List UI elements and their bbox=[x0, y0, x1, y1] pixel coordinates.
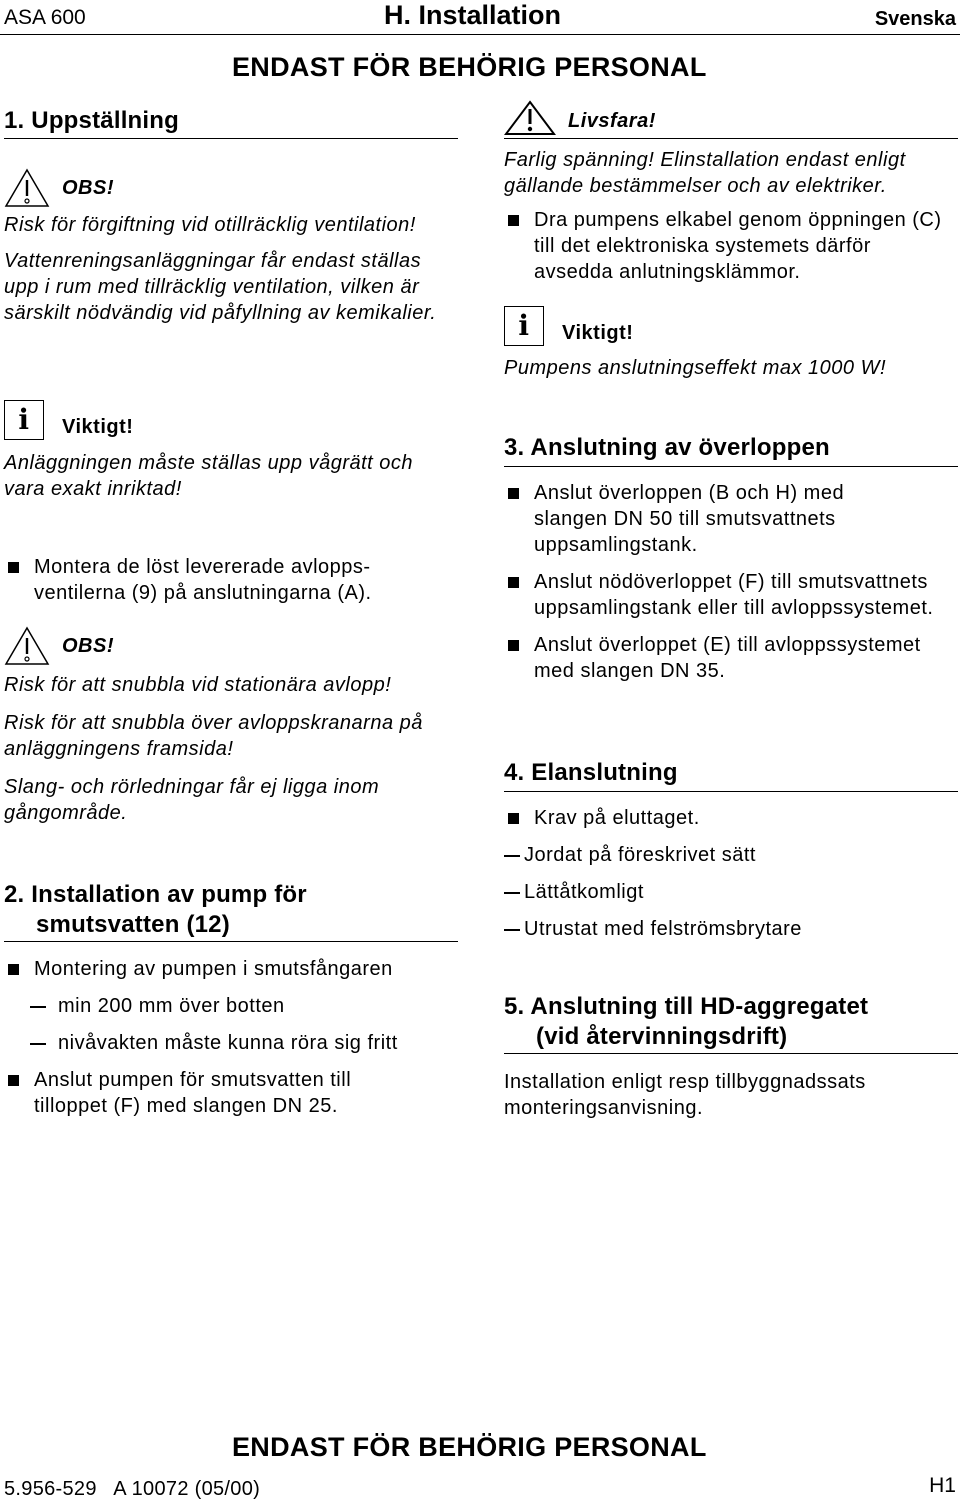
s3-bullet-1: Anslut överloppen (B och H) med slangen DN 50 till smutsvattnets uppsamlingstank. bbox=[534, 482, 845, 556]
danger-rule bbox=[504, 138, 958, 139]
section-3-title bbox=[504, 433, 830, 463]
dash-marker bbox=[30, 1043, 46, 1045]
section-2-title-line-2: smutsvatten (12) bbox=[36, 911, 230, 938]
restricted-notice-bottom: ENDAST FÖR BEHÖRIG PERSONAL bbox=[232, 1432, 707, 1462]
dash-marker bbox=[504, 892, 520, 894]
bullet-montera bbox=[4, 554, 424, 606]
info-2-text: Pumpens anslutningseffekt max 1000 W! bbox=[504, 357, 887, 379]
section-4-title bbox=[504, 758, 678, 788]
obs-1-text-1: Risk för förgiftning vid otillräcklig ventilation! bbox=[4, 214, 416, 236]
section-4-rule bbox=[504, 791, 958, 792]
header-rule bbox=[0, 34, 960, 35]
info-icon: i bbox=[504, 306, 544, 346]
bullet-elkabel-text: Dra pumpens elkabel genom öppningen (C) till det elektroniska systemets därför avsedda anlutningsklämmor. bbox=[534, 209, 942, 283]
section-5-title bbox=[504, 992, 868, 1052]
bullet-elkabel bbox=[504, 207, 954, 285]
bullet-marker bbox=[508, 488, 519, 499]
danger-text: Farlig spänning! Elinstallation endast enligt gällande bestämmelser och av elektriker. bbox=[504, 149, 906, 197]
bullet-marker bbox=[508, 640, 519, 651]
warning-icon bbox=[4, 626, 50, 666]
footer-doc-code: 5.956-529 A 10072 (05/00) bbox=[4, 1478, 261, 1500]
section-5-text-block bbox=[504, 1069, 924, 1121]
section-3-number: 3. bbox=[504, 434, 525, 461]
obs-note-2 bbox=[4, 626, 454, 826]
section-5-title-line-2: (vid återvinningsdrift) bbox=[536, 1023, 788, 1050]
s2-dash-1: min 200 mm över botten bbox=[58, 995, 285, 1017]
obs-note-2-head bbox=[4, 626, 454, 666]
bullet-montera-text: Montera de löst levererade avlopps-ventilerna (9) på anslutningarna (A). bbox=[34, 556, 372, 604]
section-3-title-text: Anslutning av överloppen bbox=[530, 434, 830, 461]
dash-marker bbox=[30, 1006, 46, 1008]
obs-2-text-3: Slang- och rörledningar får ej ligga inom gångområde. bbox=[4, 776, 380, 824]
chapter-title: H. Installation bbox=[384, 0, 562, 30]
info-icon: i bbox=[4, 400, 44, 440]
dash-marker bbox=[504, 929, 520, 931]
s4-dash-2: Lättåtkomligt bbox=[524, 881, 644, 903]
restricted-notice-top: ENDAST FÖR BEHÖRIG PERSONAL bbox=[232, 52, 707, 82]
s5-text: Installation enligt resp tillbyggnadssats monteringsanvisning. bbox=[504, 1071, 866, 1119]
obs-note-1-head bbox=[4, 168, 454, 208]
section-5-rule bbox=[504, 1053, 958, 1054]
doc-model: ASA 600 bbox=[4, 6, 86, 29]
warning-icon bbox=[4, 168, 50, 208]
s2-bullet-2: Anslut pumpen för smutsvatten till tilloppet (F) med slangen DN 25. bbox=[34, 1069, 352, 1117]
s3-bullet-3: Anslut överloppet (E) till avloppssystemet med slangen DN 35. bbox=[534, 634, 921, 682]
section-2-number: 2. bbox=[4, 881, 25, 908]
s2-bullet-1: Montering av pumpen i smutsfångaren bbox=[34, 958, 393, 980]
section-3-rule bbox=[504, 466, 958, 467]
info-1-text: Anläggningen måste ställas upp vågrätt och vara exakt inriktad! bbox=[4, 452, 414, 500]
section-2-rule bbox=[4, 941, 458, 942]
obs-1-text-2: Vattenreningsanläggningar får endast ställas upp i rum med tillräcklig ventilation, vilken är särskilt nödvändig vid påfyllning av kemikalier. bbox=[4, 250, 437, 324]
bullet-marker bbox=[8, 1075, 19, 1086]
s4-dash-3: Utrustat med felströmsbrytare bbox=[524, 918, 802, 940]
section-2-title bbox=[4, 880, 307, 940]
s4-bullet-1: Krav på eluttaget. bbox=[534, 807, 700, 829]
danger-title: Livsfara! bbox=[568, 110, 656, 132]
info-1-title: Viktigt! bbox=[62, 416, 134, 438]
section-4-list bbox=[504, 805, 954, 942]
obs-2-text-1: Risk för att snubbla vid stationära avlopp! bbox=[4, 674, 392, 696]
section-4-title-text: Elanslutning bbox=[531, 759, 678, 786]
obs-2-title: OBS! bbox=[62, 635, 114, 657]
danger-warning-icon bbox=[504, 100, 556, 136]
section-5-number: 5. bbox=[504, 993, 525, 1020]
section-1-rule bbox=[4, 138, 458, 139]
s2-dash-2: nivåvakten måste kunna röra sig fritt bbox=[58, 1032, 398, 1054]
danger-note bbox=[504, 100, 954, 199]
s3-bullet-2: Anslut nödöverloppet (F) till smutsvattnets uppsamlingstank eller till avloppssystemet. bbox=[534, 571, 934, 619]
section-1-title: 1. Uppställning bbox=[4, 107, 180, 134]
section-3-list bbox=[504, 480, 954, 684]
section-5-title-line-1: Anslutning till HD-aggregatet bbox=[530, 993, 869, 1020]
bullet-marker bbox=[508, 813, 519, 824]
info-note-2 bbox=[504, 306, 954, 381]
info-2-title: Viktigt! bbox=[562, 322, 634, 344]
bullet-marker bbox=[8, 562, 19, 573]
obs-2-text-2: Risk för att snubbla över avloppskranarna på anläggningens framsida! bbox=[4, 712, 423, 760]
s4-dash-1: Jordat på föreskrivet sätt bbox=[524, 844, 756, 866]
bullet-marker bbox=[8, 964, 19, 975]
bullet-marker bbox=[508, 215, 519, 226]
bullet-marker bbox=[508, 577, 519, 588]
info-note-1-head bbox=[4, 400, 459, 440]
info-note-1 bbox=[4, 400, 459, 502]
section-2-list bbox=[4, 956, 464, 1119]
danger-note-head bbox=[504, 100, 954, 136]
section-4-number: 4. bbox=[504, 759, 525, 786]
obs-1-title: OBS! bbox=[62, 177, 114, 199]
dash-marker bbox=[504, 855, 520, 857]
page-number: H1 bbox=[929, 1474, 956, 1497]
section-2-title-line-1: Installation av pump för bbox=[31, 881, 307, 908]
language-label: Svenska bbox=[874, 8, 956, 30]
obs-note-1 bbox=[4, 168, 454, 326]
info-note-2-head bbox=[504, 306, 954, 346]
